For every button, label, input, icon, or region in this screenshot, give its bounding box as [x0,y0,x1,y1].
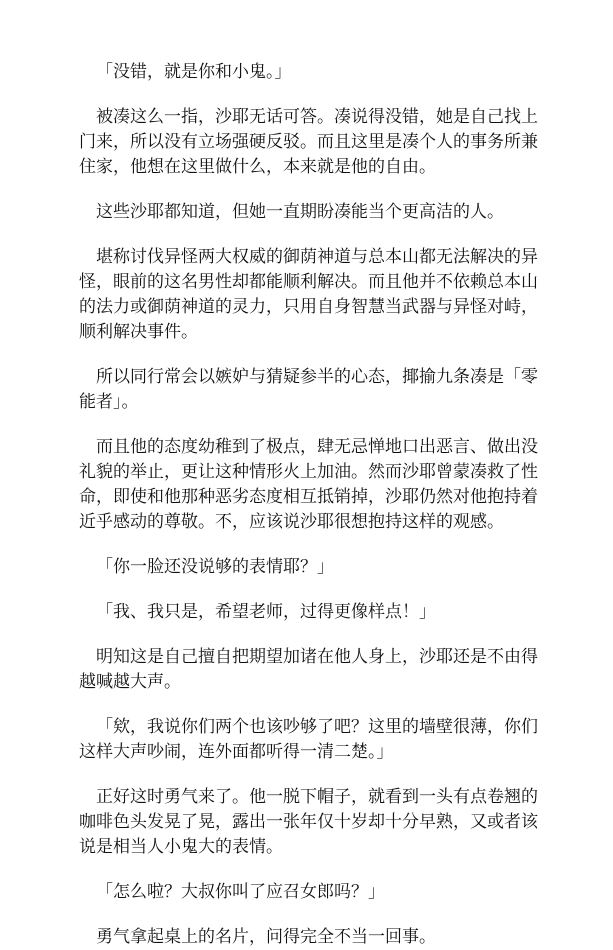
paragraph-8: 「我、我只是，希望老师，过得更像样点！」 [96,602,436,622]
paragraph-5: 所以同行常会以嫉妒与猜疑参半的心态，揶揄九条凑是「零能者」。 [79,367,538,412]
paragraph-3: 这些沙耶都知道，但她一直期盼凑能当个更高洁的人。 [96,202,504,222]
paragraph-11: 正好这时勇气来了。他一脱下帽子，就看到一头有点卷翘的咖啡色头发晃了晃，露出一张年仅十岁却十分早熟，又或者该说是相当人小鬼大的表情。 [79,787,538,857]
paragraph-4: 堪称讨伐异怪两大权威的御荫神道与总本山都无法解决的异怪，眼前的这名男性却都能顺利解决。而且他并不依赖总本山的法力或御荫神道的灵力，只用自身智慧当武器与异怪对峙，顺利解决事件。 [79,247,538,342]
paragraph-12: 「怎么啦？大叔你叫了应召女郎吗？」 [96,882,385,902]
paragraph-9: 明知这是自己擅自把期望加诸在他人身上，沙耶还是不由得越喊越大声。 [79,647,538,692]
paragraph-6: 而且他的态度幼稚到了极点，肆无忌惮地口出恶言、做出没礼貌的举止，更让这种情形火上加油。然而沙耶曾蒙凑救了性命，即使和他那种恶劣态度相互抵销掉，沙耶仍然对他抱持着近乎感动的尊敬。不，应该说沙耶很想抱持这样的观感。 [79,437,538,532]
paragraph-1: 「没错，就是你和小鬼。」 [96,62,292,82]
paragraph-2: 被凑这么一指，沙耶无话可答。凑说得没错，她是自己找上门来，所以没有立场强硬反驳。而且这里是凑个人的事务所兼住家，他想在这里做什么，本来就是他的自由。 [79,107,538,177]
paragraph-7: 「你一脸还没说够的表情耶？」 [96,557,334,577]
paragraph-10: 「欸，我说你们两个也该吵够了吧？这里的墙壁很薄，你们这样大声吵闹，连外面都听得一清二楚。」 [79,717,538,762]
paragraph-13: 勇气拿起桌上的名片，问得完全不当一回事。 [96,927,436,947]
